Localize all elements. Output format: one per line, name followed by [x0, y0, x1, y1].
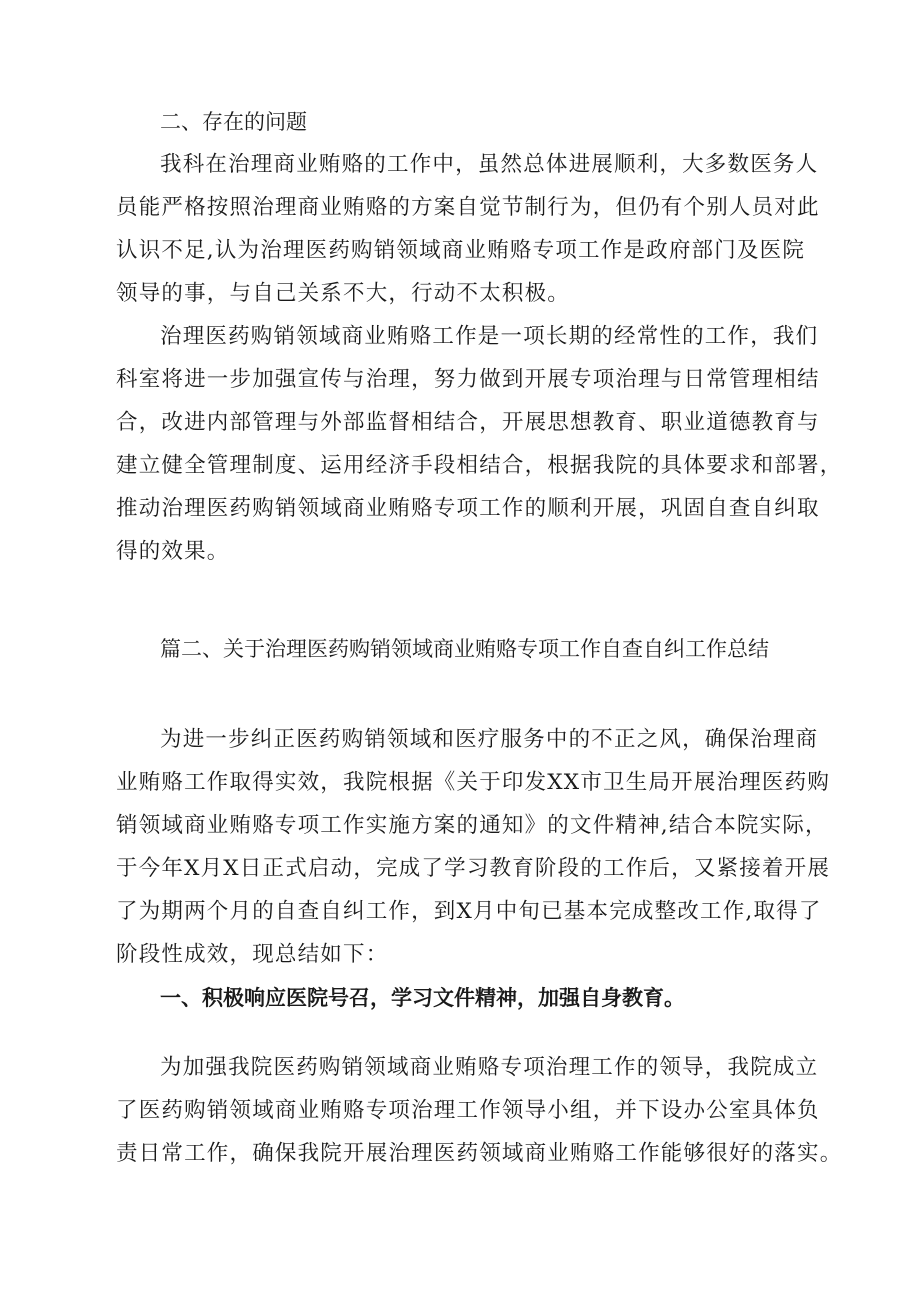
- paragraph-line: 阶段性成效，现总结如下：: [116, 942, 389, 967]
- paragraph-line: 为进一步纠正医药购销领域和医疗服务中的不正之风，确保治理商: [160, 727, 819, 752]
- paragraph-line: 治理医药购销领域商业贿赂工作是一项长期的经常性的工作，我们: [160, 324, 819, 349]
- paragraph-line: 认识不足,认为治理医药购销领域商业贿赂专项工作是政府部门及医院: [116, 238, 806, 263]
- paragraph-line: 于今年X月X日正式启动，完成了学习教育阶段的工作后，又紧接着开展: [116, 856, 831, 881]
- paragraph-line: 得的效果。: [116, 539, 230, 564]
- article-title: 篇二、关于治理医药购销领域商业贿赂专项工作自查自纠工作总结: [160, 637, 769, 661]
- paragraph-line: 建立健全管理制度、运用经济手段相结合，根据我院的具体要求和部署，: [116, 453, 843, 478]
- paragraph-line: 为加强我院医药购销领域商业贿赂专项治理工作的领导，我院成立: [160, 1055, 819, 1080]
- paragraph-line: 科室将进一步加强宣传与治理，努力做到开展专项治理与日常管理相结: [116, 367, 820, 392]
- paragraph-line: 合，改进内部管理与外部监督相结合，开展思想教育、职业道德教育与: [116, 410, 820, 435]
- paragraph-line: 责日常工作，确保我院开展治理医药领域商业贿赂工作能够很好的落实。: [116, 1141, 843, 1166]
- subsection-heading: 一、积极响应医院号召，学习文件精神，加强自身教育。: [160, 986, 685, 1010]
- paragraph-line: 推动治理医药购销领域商业贿赂专项工作的顺利开展，巩固自查自纠取: [116, 496, 820, 521]
- paragraph-line: 销领域商业贿赂专项工作实施方案的通知》的文件精神,结合本院实际，: [116, 813, 828, 838]
- paragraph-line: 业贿赂工作取得实效，我院根据《关于印发XX市卫生局开展治理医药购: [116, 770, 831, 795]
- paragraph-line: 了医药购销领域商业贿赂专项治理工作领导小组，并下设办公室具体负: [116, 1098, 820, 1123]
- paragraph-line: 了为期两个月的自查自纠工作，到X月中旬已基本完成整改工作,取得了: [116, 899, 822, 924]
- paragraph-line: 员能严格按照治理商业贿赂的方案自觉节制行为，但仍有个别人员对此: [116, 195, 820, 220]
- section-heading: 二、存在的问题: [160, 110, 307, 134]
- paragraph-line: 领导的事，与自己关系不大，行动不太积极。: [116, 281, 571, 306]
- paragraph-line: 我科在治理商业贿赂的工作中，虽然总体进展顺利，大多数医务人: [160, 152, 819, 177]
